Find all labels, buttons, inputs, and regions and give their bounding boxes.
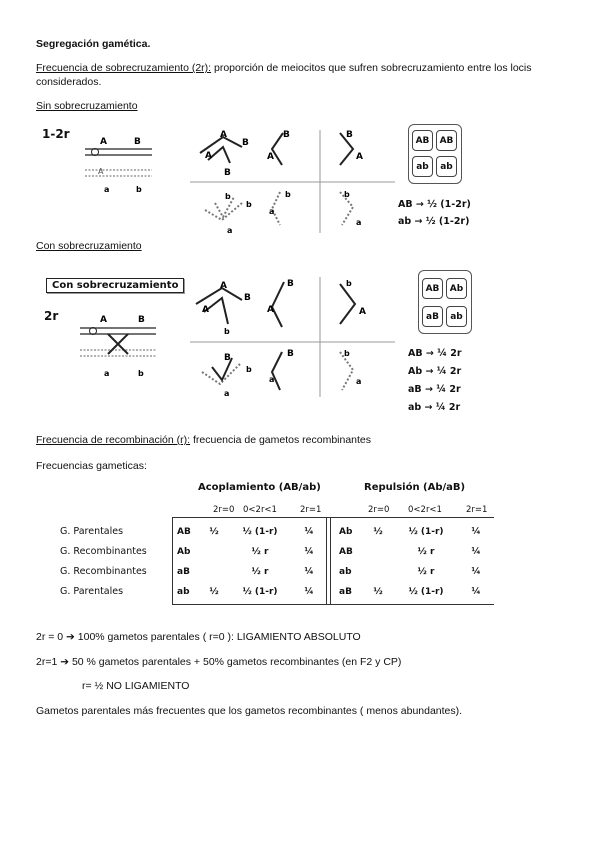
col-header: 2r=0: [368, 505, 390, 515]
table-cell: AB: [339, 547, 353, 557]
svg-text:b: b: [246, 365, 252, 374]
table-cell: ¼: [471, 527, 481, 537]
frequencies-heading: Frecuencias gameticas:: [36, 460, 147, 472]
table-cell: ½: [373, 587, 383, 597]
line-conclusion: Gametos parentales más frecuentes que los gametos recombinantes ( menos abundantes).: [36, 705, 463, 717]
col-header: 0<2r<1: [408, 505, 442, 515]
gamete-cell: AB: [436, 130, 457, 151]
section-crossover: Con sobrecruzamiento: [36, 240, 142, 252]
term-crossover: Frecuencia de sobrecruzamiento (2r):: [36, 62, 212, 74]
table-cell: ½ (1-r): [242, 527, 278, 537]
table-row: [174, 522, 326, 542]
table-row: [174, 582, 326, 602]
col-header: 2r=0: [213, 505, 235, 515]
svg-text:A: A: [100, 315, 107, 325]
svg-text:A: A: [356, 152, 363, 162]
table-cell: ½ r: [417, 547, 435, 557]
table-cell: ¼: [304, 587, 314, 597]
svg-text:B: B: [346, 130, 353, 140]
gametes-box-1: [408, 124, 462, 184]
svg-text:A: A: [267, 305, 274, 315]
svg-text:B: B: [224, 168, 231, 178]
table-cell: [362, 542, 394, 562]
svg-text:A: A: [267, 152, 274, 162]
table-bottom-rule: [172, 604, 494, 605]
gamete-cell: aB: [422, 306, 443, 327]
svg-text:A: A: [359, 307, 366, 317]
svg-text:b: b: [138, 369, 144, 378]
definition-crossover-text: proporción de meiocitos que sufren sobrecruzamiento entre los locis: [211, 62, 532, 74]
svg-text:a: a: [269, 207, 275, 216]
table-cell: ¼: [304, 527, 314, 537]
coupling-table: [174, 522, 326, 602]
table-cell: ab: [339, 567, 352, 577]
svg-text:b: b: [246, 200, 252, 209]
row-label: G. Parentales: [60, 526, 124, 537]
section-no-crossover: Sin sobrecruzamiento: [36, 100, 138, 112]
svg-text:b: b: [344, 190, 350, 199]
col-header: 2r=1: [466, 505, 488, 515]
table-cell: ¼: [471, 567, 481, 577]
table-left-rule: [172, 517, 173, 605]
line-no-linkage: 2r=1 ➔ 50 % gametos parentales + 50% gametos recombinantes (en F2 y CP): [36, 656, 402, 668]
definition-recombination-text: frecuencia de gametos recombinantes: [190, 434, 372, 446]
table-cell: ½ r: [251, 547, 269, 557]
chromosome-pair-diagram: [80, 130, 160, 200]
coupling-title: Acoplamiento (AB/ab): [198, 482, 321, 493]
repulsion-title: Repulsión (Ab/aB): [364, 482, 466, 493]
table-row: [336, 582, 494, 602]
gamete-frequency: ab → ¼ 2r: [408, 402, 461, 413]
gamete-cell: ab: [412, 156, 433, 177]
gamete-frequency: aB → ¼ 2r: [408, 384, 461, 395]
table-row: [174, 562, 326, 582]
table-row: [174, 542, 326, 562]
definition-crossover-cont: considerados.: [36, 76, 102, 88]
gamete-cell: ab: [436, 156, 457, 177]
svg-text:b: b: [225, 192, 231, 201]
svg-text:A: A: [205, 151, 212, 161]
figure2-label: 2r: [44, 309, 59, 323]
svg-text:b: b: [224, 327, 230, 336]
row-label: G. Recombinantes: [60, 566, 147, 577]
table-cell: ½ r: [417, 567, 435, 577]
svg-text:A: A: [220, 281, 227, 291]
table-cell: ½ (1-r): [408, 587, 444, 597]
svg-text:a: a: [356, 218, 362, 227]
svg-text:a: a: [104, 185, 110, 194]
svg-text:a: a: [224, 389, 230, 398]
meiosis-no-crossover-diagram: [190, 125, 400, 235]
table-cell: [200, 542, 228, 562]
term-recombination: Frecuencia de recombinación (r):: [36, 434, 191, 446]
svg-text:b: b: [344, 349, 350, 358]
svg-text:a: a: [269, 375, 275, 384]
svg-text:B: B: [283, 130, 290, 140]
gamete-cell: Ab: [446, 278, 467, 299]
figure1-label: 1-2r: [42, 127, 70, 141]
table-cell: aB: [339, 587, 352, 597]
svg-text:a: a: [356, 377, 362, 386]
page-title: Segregación gamética.: [36, 38, 151, 50]
table-cell: [362, 562, 394, 582]
table-cell: [200, 562, 228, 582]
table-cell: aB: [177, 567, 190, 577]
definition-recombination: [36, 434, 371, 447]
gamete-cell: ab: [446, 306, 467, 327]
svg-text:B: B: [244, 293, 251, 303]
table-cell: ½: [373, 527, 383, 537]
table-cell: ½ r: [251, 567, 269, 577]
line-absolute-linkage: 2r = 0 ➔ 100% gametos parentales ( r=0 ): LIGAMIENTO ABSOLUTO: [36, 631, 361, 643]
table-row: [336, 522, 494, 542]
definition-crossover: [36, 62, 532, 75]
svg-text:A: A: [98, 167, 104, 176]
svg-text:a: a: [104, 369, 110, 378]
crossover-chromosome-diagram: [76, 308, 166, 383]
svg-text:A: A: [202, 305, 209, 315]
svg-text:B: B: [138, 315, 145, 325]
crossover-label-box: Con sobrecruzamiento: [46, 278, 184, 293]
meiosis-crossover-diagram: [190, 272, 400, 400]
col-header: 2r=1: [300, 505, 322, 515]
svg-text:A: A: [220, 130, 227, 140]
table-cell: ¼: [304, 567, 314, 577]
svg-text:B: B: [224, 353, 231, 363]
table-cell: ¼: [304, 547, 314, 557]
svg-text:B: B: [287, 279, 294, 289]
table-row: [336, 542, 494, 562]
table-cell: Ab: [339, 527, 353, 537]
table-mid-rule: [326, 517, 327, 605]
line-r-half: r= ½ NO LIGAMIENTO: [82, 680, 190, 692]
table-cell: ¼: [471, 587, 481, 597]
gamete-cell: AB: [422, 278, 443, 299]
gametes-box-2: [418, 270, 472, 334]
gamete-frequency: ab → ½ (1-2r): [398, 216, 470, 227]
row-label: G. Parentales: [60, 586, 124, 597]
svg-text:A: A: [100, 137, 107, 147]
table-cell: ½: [209, 527, 219, 537]
gamete-frequency: Ab → ¼ 2r: [408, 366, 462, 377]
table-cell: AB: [177, 527, 191, 537]
table-cell: ab: [177, 587, 190, 597]
table-mid-rule: [330, 517, 331, 605]
svg-text:B: B: [287, 349, 294, 359]
gamete-cell: AB: [412, 130, 433, 151]
svg-text:b: b: [346, 279, 352, 288]
row-label: G. Recombinantes: [60, 546, 147, 557]
svg-text:b: b: [285, 190, 291, 199]
svg-text:B: B: [134, 137, 141, 147]
table-cell: ½ (1-r): [242, 587, 278, 597]
table-cell: ½: [209, 587, 219, 597]
gamete-frequency: AB → ¼ 2r: [408, 348, 462, 359]
svg-text:b: b: [136, 185, 142, 194]
col-header: 0<2r<1: [243, 505, 277, 515]
table-cell: ½ (1-r): [408, 527, 444, 537]
svg-text:a: a: [227, 226, 233, 235]
svg-text:B: B: [242, 138, 249, 148]
table-cell: ¼: [471, 547, 481, 557]
table-row: [336, 562, 494, 582]
table-cell: Ab: [177, 547, 191, 557]
table-top-rule: [172, 517, 494, 518]
repulsion-table: [336, 522, 494, 602]
gamete-frequency: AB → ½ (1-2r): [398, 199, 471, 210]
